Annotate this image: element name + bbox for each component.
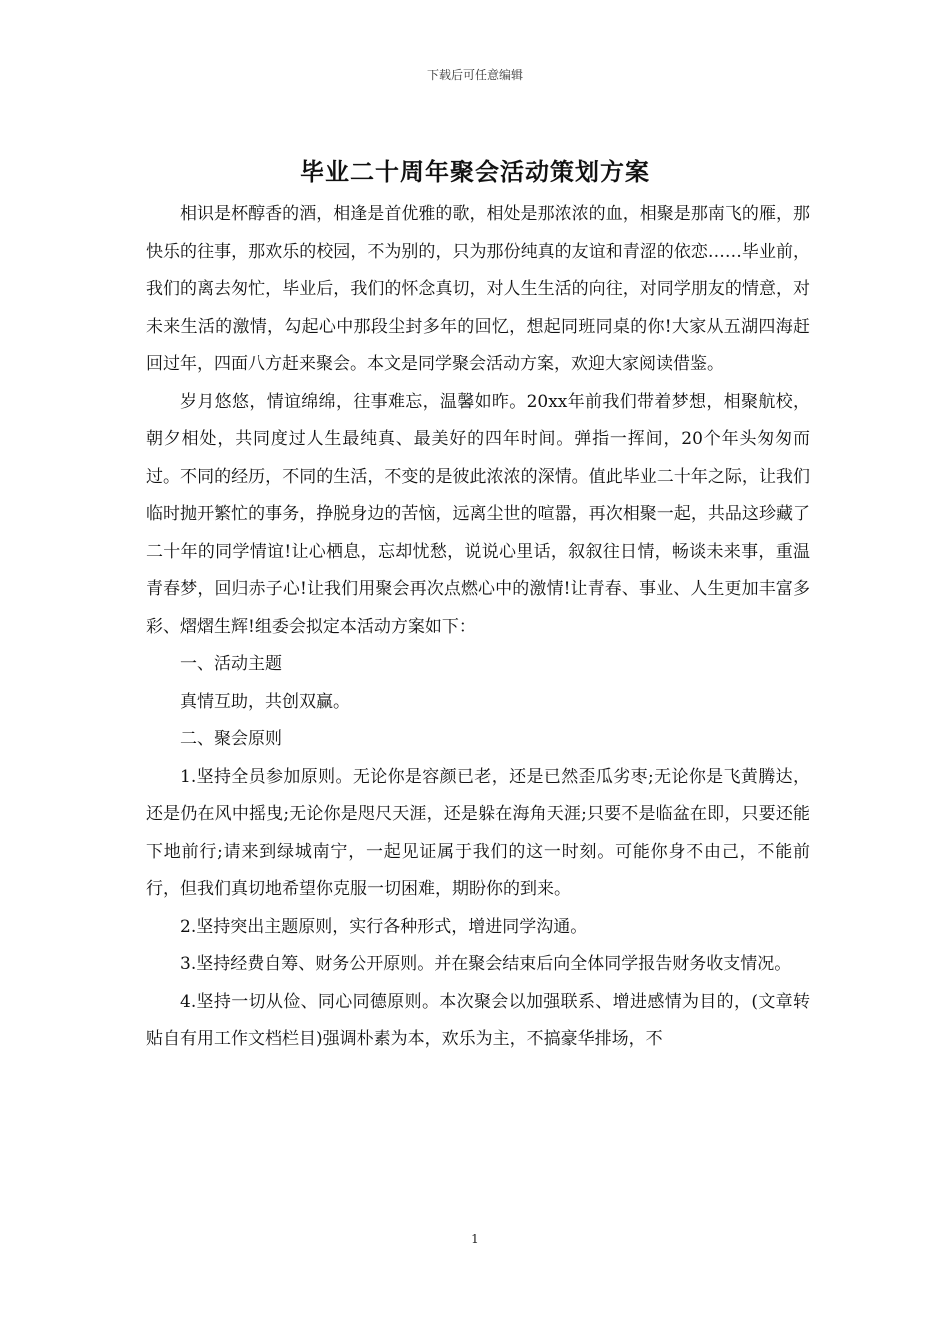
section-heading-principles: 二、聚会原则 <box>180 729 282 749</box>
header-note: 下载后可任意编辑 <box>426 68 523 82</box>
document-body <box>146 196 810 1059</box>
document-title: 毕业二十周年聚会活动策划方案 <box>300 157 650 186</box>
principle-2: 2.坚持突出主题原则，实行各种形式，增进同学沟通。 <box>180 916 588 937</box>
background-paragraph: 岁月悠悠，情谊绵绵，往事难忘，温馨如昨。20xx年前我们带着梦想，相聚航校，朝夕相处，共同度过人生最纯真、最美好的四年时间。弹指一挥间，20个年头匆匆而过。不同的经历，不同的生活，不变的是彼此浓浓的深情。值此毕业二十年之际，让我们临时抛开繁忙的事务，挣脱身边的苦恼，远离尘世的喧嚣，再次相聚一起，共品这珍藏了二十年的同学情谊!让心栖息，忘却忧愁，说说心里话，叙叙往日情，畅谈未来事，重温青春梦，回归赤子心!让我们用聚会再次点燃心中的激情!让青春、事业、人生更加丰富多彩、熠熠生辉!组委会拟定本活动方案如下： <box>146 391 810 637</box>
intro-paragraph: 相识是杯醇香的酒，相逢是首优雅的歌，相处是那浓浓的血，相聚是那南飞的雁，那快乐的往事，那欢乐的校园，不为别的，只为那份纯真的友谊和青涩的依恋……毕业前，我们的离去匆忙，毕业后，我们的怀念真切，对人生生活的向往，对同学朋友的情意，对未来生活的激情，勾起心中那段尘封多年的回忆，想起同班同桌的你!大家从五湖四海赶回过年，四面八方赶来聚会。本文是同学聚会活动方案，欢迎大家阅读借鉴。 <box>146 204 810 374</box>
theme-text: 真情互助，共创双赢。 <box>180 691 350 712</box>
principle-1: 1.坚持全员参加原则。无论你是容颜已老，还是已然歪瓜劣枣;无论你是飞黄腾达，还是仍在风中摇曳;无论你是咫尺天涯，还是躲在海角天涯;只要不是临盆在即，只要还能下地前行;请来到绿城南宁，一起见证属于我们的这一时刻。可能你身不由己，不能前行，但我们真切地希望你克服一切困难，期盼你的到来。 <box>146 766 810 899</box>
principle-3: 3.坚持经费自筹、财务公开原则。并在聚会结束后向全体同学报告财务收支情况。 <box>180 954 792 974</box>
section-heading-theme: 一、活动主题 <box>180 654 282 674</box>
page-number: 1 <box>471 1232 479 1246</box>
principle-4: 4.坚持一切从俭、同心同德原则。本次聚会以加强联系、增进感情为目的，(文章转贴自有用工作文档栏目)强调朴素为本，欢乐为主，不搞豪华排场，不 <box>146 991 810 1049</box>
